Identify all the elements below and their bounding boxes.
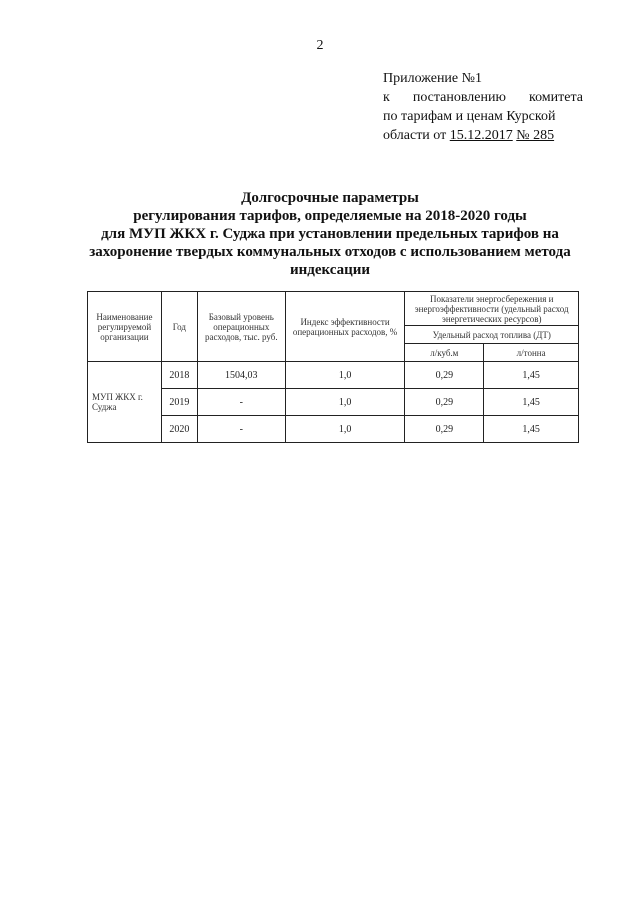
title-line-1: Долгосрочные параметры — [241, 190, 419, 206]
appendix-line-3: по тарифам и ценам Курской — [383, 109, 556, 124]
cell-index: 1,0 — [285, 389, 405, 416]
appendix-number: № 285 — [516, 128, 555, 143]
title-line-3: для МУП ЖКХ г. Суджа при установлении предельных тарифов на — [101, 226, 559, 242]
header-base-opex: Базовый уровень операционных расходов, тыс. руб. — [197, 292, 285, 362]
header-year: Год — [161, 292, 197, 362]
cell-index: 1,0 — [285, 362, 405, 389]
cell-year: 2019 — [161, 389, 197, 416]
page-number: 2 — [316, 38, 324, 53]
title-line-5: индексации — [289, 262, 371, 278]
table-row — [88, 416, 579, 443]
header-org: Наименование регулируемой организации — [88, 292, 162, 362]
parameters-table — [87, 291, 579, 443]
cell-fuel-cubic: 0,29 — [405, 362, 484, 389]
cell-fuel-ton: 1,45 — [484, 362, 579, 389]
cell-fuel-ton: 1,45 — [484, 416, 579, 443]
document-title — [85, 189, 575, 279]
cell-year: 2020 — [161, 416, 197, 443]
title-line-2: регулирования тарифов, определяемые на 2018-2020 годы — [133, 208, 527, 224]
header-unit-cubic: л/куб.м — [405, 344, 484, 362]
cell-base: - — [197, 389, 285, 416]
table-row — [88, 389, 579, 416]
cell-index: 1,0 — [285, 416, 405, 443]
cell-base: 1504,03 — [197, 362, 285, 389]
appendix-date: 15.12.2017 — [449, 128, 513, 143]
appendix-block — [383, 69, 583, 145]
cell-year: 2018 — [161, 362, 197, 389]
header-efficiency-index: Индекс эффективности операционных расходов, % — [285, 292, 405, 362]
org-name: МУП ЖКХ г. Суджа — [88, 362, 162, 443]
title-line-4: захоронение твердых коммунальных отходов с использованием метода — [89, 244, 571, 260]
header-fuel-consumption: Удельный расход топлива (ДТ) — [405, 326, 579, 344]
header-unit-ton: л/тонна — [484, 344, 579, 362]
table-row — [88, 362, 579, 389]
cell-base: - — [197, 416, 285, 443]
cell-fuel-cubic: 0,29 — [405, 416, 484, 443]
cell-fuel-ton: 1,45 — [484, 389, 579, 416]
cell-fuel-cubic: 0,29 — [405, 389, 484, 416]
appendix-title: Приложение №1 — [383, 71, 482, 86]
appendix-prefix: области от — [383, 128, 447, 143]
header-energy-indicators: Показатели энергосбережения и энергоэффективности (удельный расход энергетических ресурсов) — [405, 292, 579, 326]
appendix-line-2: к постановлению комитета — [383, 90, 583, 105]
appendix-line-4 — [383, 126, 583, 145]
